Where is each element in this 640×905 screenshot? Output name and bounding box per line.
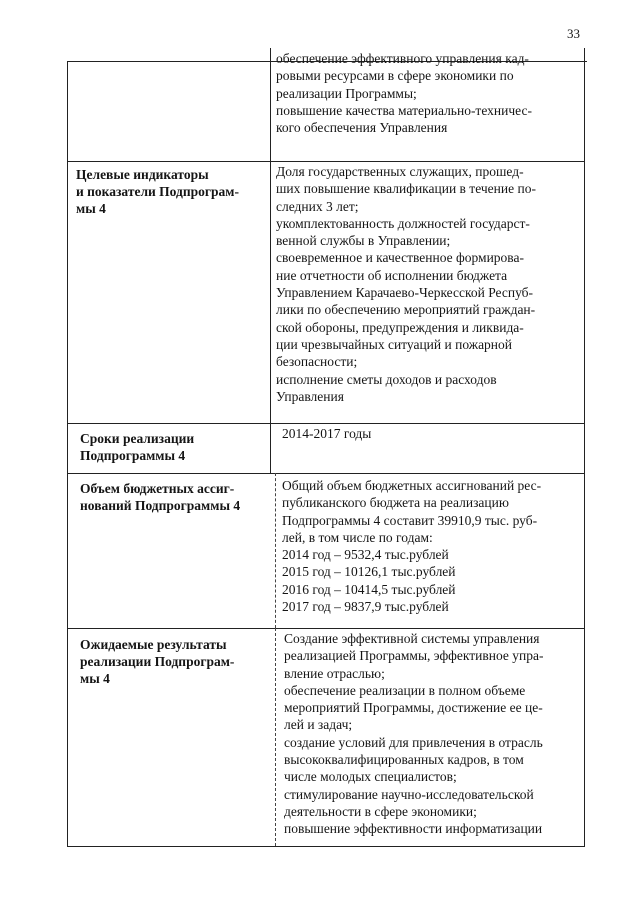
row4-left-border — [67, 473, 68, 628]
row2-line-5: венной службы в Управлении; — [276, 233, 451, 249]
row4-right-border — [584, 473, 585, 628]
row5-label-line-3: мы 4 — [80, 671, 110, 686]
row2-line-1: Доля государственных служащих, прошед- — [276, 164, 524, 179]
row5-top-rule — [67, 628, 585, 629]
row4-top-rule — [67, 473, 585, 474]
row5-line-4: обеспечение реализации в полном объеме — [284, 682, 526, 698]
row2-line-7: ние отчетности об исполнении бюджета — [276, 267, 508, 283]
row1-line-4: повышение качества материально-техничес- — [276, 102, 532, 118]
page-number: 33 — [567, 26, 580, 41]
row4-line-1: Общий объем бюджетных ассигнований рес- — [282, 478, 542, 493]
row5-line-8: высококвалифицированных кадров, в том — [284, 752, 524, 768]
row2-label-line-1: Целевые индикаторы — [76, 167, 209, 182]
table-bottom-rule — [67, 846, 585, 847]
row2-label-line-3: мы 4 — [76, 201, 106, 216]
row4-line-4: лей, в том числе по годам: — [282, 529, 433, 545]
row5-line-3: вление отраслью; — [284, 665, 385, 681]
row2-right-border — [584, 161, 585, 423]
row1-content — [276, 50, 576, 136]
row4-line-7: 2016 год – 10414,5 тыс.рублей — [282, 581, 456, 597]
row1-divider — [270, 48, 271, 161]
row2-line-10: ской обороны, предупреждения и ликвида- — [276, 319, 524, 335]
row3-top-rule — [67, 423, 585, 424]
row4-divider — [275, 473, 276, 628]
row5-line-9: числе молодых специалистов; — [284, 769, 457, 785]
row2-label-line-2: и показатели Подпрограм- — [76, 184, 239, 199]
row4-label-line-1: Объем бюджетных ассиг- — [80, 481, 235, 496]
row2-line-11: ции чрезвычайных ситуаций и пожарной — [276, 336, 513, 352]
row5-content — [284, 630, 580, 838]
row4-label-line-2: нований Подпрограммы 4 — [80, 498, 241, 513]
row1-line-2: ровыми ресурсами в сфере экономики по — [276, 68, 514, 84]
row5-line-10: стимулирование научно-исследовательской — [284, 786, 534, 802]
row3-left-border — [67, 423, 68, 473]
row5-divider — [275, 628, 276, 846]
row4-line-8: 2017 год – 9837,9 тыс.рублей — [282, 599, 449, 615]
row2-line-9: лики по обеспечению мероприятий граждан- — [276, 302, 536, 318]
row2-line-13: исполнение сметы доходов и расходов — [276, 371, 497, 387]
row4-content — [282, 477, 578, 615]
row2-line-8: Управлением Карачаево-Черкесской Респуб- — [276, 285, 534, 301]
row5-line-2: реализацией Программы, эффективное упра- — [284, 648, 544, 664]
row2-line-4: укомплектованность должностей государст- — [276, 215, 530, 231]
row1-line-5: кого обеспечения Управления — [276, 120, 448, 136]
row4-line-6: 2015 год – 10126,1 тыс.рублей — [282, 564, 456, 580]
row5-line-6: лей и задач; — [284, 717, 353, 733]
row2-left-border — [67, 161, 68, 423]
row5-label-line-2: реализации Подпрограм- — [80, 654, 235, 669]
row2-label — [76, 166, 266, 217]
row5-left-border — [67, 628, 68, 846]
row5-line-12: повышение эффективности информатизации — [284, 821, 543, 837]
row4-line-3: Подпрограммы 4 составит 39910,9 тыс. руб- — [282, 512, 538, 528]
row2-line-12: безопасности; — [276, 354, 358, 370]
row3-label-line-1: Сроки реализации — [80, 431, 195, 446]
row2-line-14: Управления — [276, 388, 344, 404]
row5-line-1: Создание эффективной системы управления — [284, 631, 540, 646]
row1-line-3: реализации Программы; — [276, 85, 417, 101]
row2-line-3: следних 3 лет; — [276, 198, 359, 214]
row5-line-5: мероприятий Программы, достижение ее це- — [284, 700, 543, 716]
row4-line-5: 2014 год – 9532,4 тыс.рублей — [282, 547, 449, 563]
row5-label — [80, 636, 270, 687]
row5-line-11: деятельности в сфере экономики; — [284, 803, 477, 819]
row3-content — [282, 425, 572, 442]
row1-left-border — [67, 61, 68, 161]
row5-right-border — [584, 628, 585, 846]
row1-line-1: обеспечение эффективного управления кад- — [276, 51, 529, 66]
row4-line-2: публиканского бюджета на реализацию — [282, 495, 509, 511]
row2-line-2: ших повышение квалификации в течение по- — [276, 181, 536, 197]
row3-label — [80, 430, 265, 464]
row3-divider — [270, 423, 271, 473]
row2-top-rule — [67, 161, 585, 162]
row1-right-border — [584, 48, 585, 161]
row5-line-7: создание условий для привлечения в отрасль — [284, 734, 543, 750]
row3-right-border — [584, 423, 585, 473]
row5-label-line-1: Ожидаемые результаты — [80, 637, 227, 652]
row2-content — [276, 163, 578, 405]
row3-line-1: 2014-2017 годы — [282, 426, 372, 441]
row2-line-6: своевременное и качественное формирова- — [276, 250, 524, 266]
row4-label — [80, 480, 270, 514]
row3-label-line-2: Подпрограммы 4 — [80, 448, 186, 463]
row2-divider — [270, 161, 271, 423]
